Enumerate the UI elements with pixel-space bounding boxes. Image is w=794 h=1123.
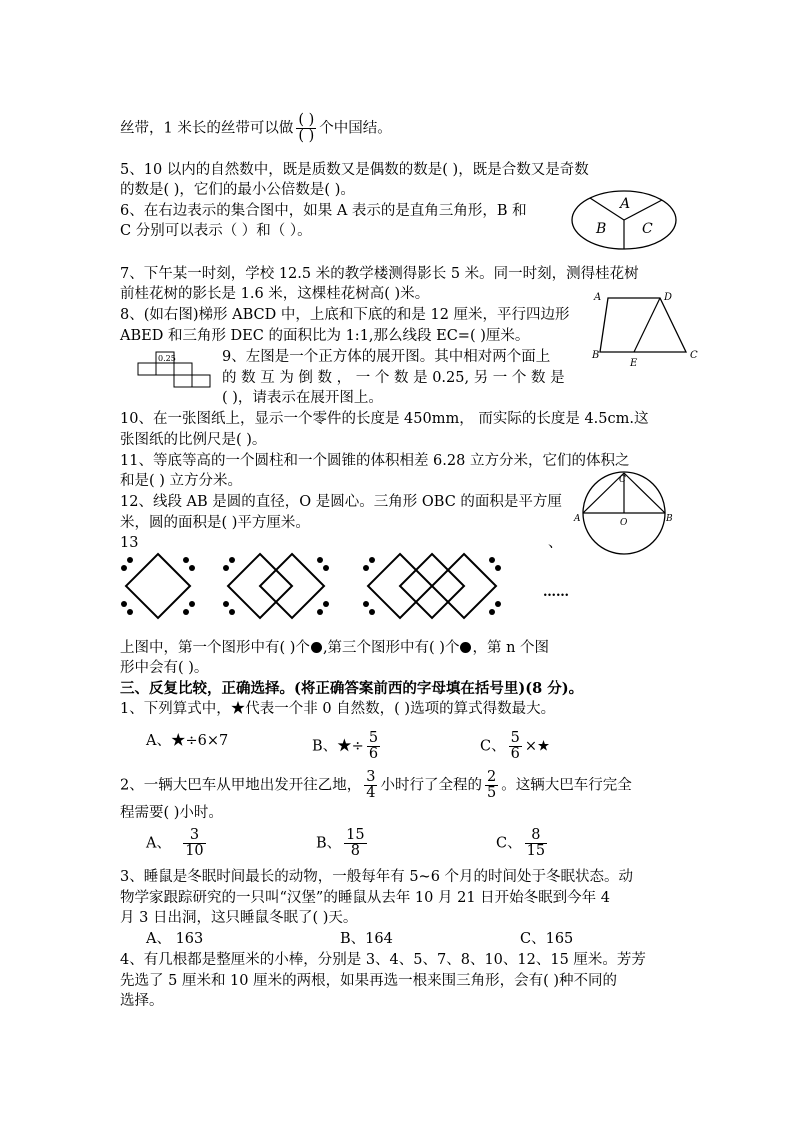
set-label-b: B (596, 221, 607, 237)
s3q2-option-b: B、 $\frac{15}{8}$ (316, 827, 365, 859)
q11-line1: 11、等底等高的一个圆柱和一个圆锥的体积相差 6.28 立方分米，它们的体积之 (120, 453, 630, 469)
q12-line1: 12、线段 AB 是圆的直径，O 是圆心。三角形 OBC 的面积是平方厘 (120, 494, 562, 510)
pattern-figure-1 (120, 550, 200, 626)
circle-figure (574, 470, 674, 556)
s3q1-option-a: A、★÷6×7 (146, 733, 229, 749)
s3q3-option-c: C、165 (520, 931, 574, 947)
net-cell-value: 0.25 (158, 354, 176, 363)
s3q4-line2: 先选了 5 厘米和 10 厘米的两根，如果再选一根来围三角形，会有( )种不同的 (120, 973, 618, 989)
section-3-title: 三、反复比较，正确选择。(将正确答案前西的字母填在括号里)(8 分)。 (120, 680, 584, 697)
circle-label-b: B (666, 514, 673, 524)
answer-fraction: $\frac{( )}{( )}$ (298, 112, 315, 144)
q12-line2: 米，圆的面积是( )平方厘米。 (120, 515, 310, 531)
s3q1-text: 1、下列算式中，★代表一个非 0 自然数，( )选项的算式得数最大。 (120, 701, 556, 717)
s3q3-line2: 物学家跟踪研究的一只叫“汉堡”的睡鼠从去年 10 月 21 日开始冬眠到今年 4 (120, 890, 610, 906)
circle-label-a: A (574, 514, 581, 524)
q8-line2: ABED 和三角形 DEC 的面积比为 1:1,那么线段 EC=( )厘米。 (120, 328, 530, 344)
q9-line1: 9、左图是一个正方体的展开图。其中相对两个面上 (222, 349, 551, 365)
q8-line1: 8、(如右图)梯形 ABCD 中，上底和下底的和是 12 厘米，平行四边形 (120, 307, 570, 323)
s3q2-option-a: A、 $\frac{3}{10}$ (146, 827, 204, 859)
q7-line1: 7、下午某一时刻，学校 12.5 米的教学楼测得影长 5 米。同一时刻，测得桂花树 (120, 266, 639, 282)
set-label-a: A (620, 196, 631, 212)
q10-line2: 张图纸的比例尺是( )。 (120, 432, 267, 448)
s3q3-option-a: A、 163 (146, 931, 204, 947)
s3q1-option-c: C、 $\frac{5}{6}$ ×★ (480, 730, 550, 762)
trap-label-b: B (592, 350, 600, 361)
s3q1-option-b: B、★÷ $\frac{5}{6}$ (312, 730, 379, 762)
q11-line2: 和是( ) 立方分米。 (120, 473, 243, 489)
s3q3-option-b: B、164 (340, 931, 393, 947)
pattern-figure-2 (222, 550, 334, 626)
trapezoid-figure (592, 290, 702, 368)
q6-line1: 6、在右边表示的集合图中，如果 A 表示的是直角三角形，B 和 (120, 203, 527, 219)
s3q4-line1: 4、有几根都是整厘米的小棒，分别是 3、4、5、7、8、10、12、15 厘米。芳芳 (120, 952, 646, 968)
circle-label-c: C (619, 475, 626, 485)
s3q4-line3: 选择。 (120, 993, 164, 1009)
q7-line2: 前桂花树的影长是 1.6 米，这棵桂花树高( )米。 (120, 286, 430, 302)
s3q3-line3: 月 3 日出洞，这只睡鼠冬眠了( )天。 (120, 910, 358, 926)
set-label-c: C (642, 221, 653, 237)
q6-line2: C 分别可以表示（ ）和（ ）。 (120, 223, 312, 239)
pattern-ellipsis: …… (543, 585, 569, 600)
q13-number: 13 (120, 535, 139, 551)
pattern-figure-3 (362, 550, 512, 626)
trap-label-a: A (594, 292, 602, 303)
s3q2-line1: 2、一辆大巴车从甲地出发开往乙地， $\frac{3}{4}$ 小时行了全程的 $\frac{2}{5}$ 。这辆大巴车行完全 (120, 769, 632, 801)
s3q2-option-c: C、 $\frac{8}{15}$ (496, 827, 546, 859)
q5-line1: 5、10 以内的自然数中，既是质数又是偶数的数是( )，既是合数又是奇数 (120, 162, 589, 178)
black-dot-icon (460, 642, 471, 653)
q10-line1: 10、在一张图纸上，显示一个零件的长度是 450mm， 而实际的长度是 4.5cm.这 (120, 411, 649, 427)
cube-net (138, 350, 212, 390)
set-diagram (570, 188, 680, 252)
q13-line2: 形中会有( )。 (120, 660, 209, 676)
q13-line1: 上图中，第一个图形中有( )个 ,第三个图形中有( )个 ，第 n 个图 (120, 640, 550, 656)
q13-mark: 、 (548, 535, 563, 551)
trap-label-d: D (664, 292, 673, 303)
q4-tail-line: 丝带，1 米长的丝带可以做 $\frac{( )}{( )}$ 个中国结。 (120, 112, 392, 144)
q5-line2: 的数是( )，它们的最小公倍数是( )。 (120, 182, 355, 198)
trap-label-e: E (630, 358, 638, 369)
q9-line3: ( )，请表示在展开图上。 (222, 390, 383, 406)
circle-label-o: O (620, 518, 628, 528)
black-dot-icon (311, 642, 322, 653)
q9-line2: 的 数 互 为 倒 数 ， 一 个 数 是 0.25, 另 一 个 数 是 (222, 370, 565, 386)
s3q3-line1: 3、睡鼠是冬眠时间最长的动物，一般每年有 5~6 个月的时间处于冬眠状态。动 (120, 869, 634, 885)
trap-label-c: C (690, 350, 698, 361)
s3q2-line2: 程需要( )小时。 (120, 805, 223, 821)
